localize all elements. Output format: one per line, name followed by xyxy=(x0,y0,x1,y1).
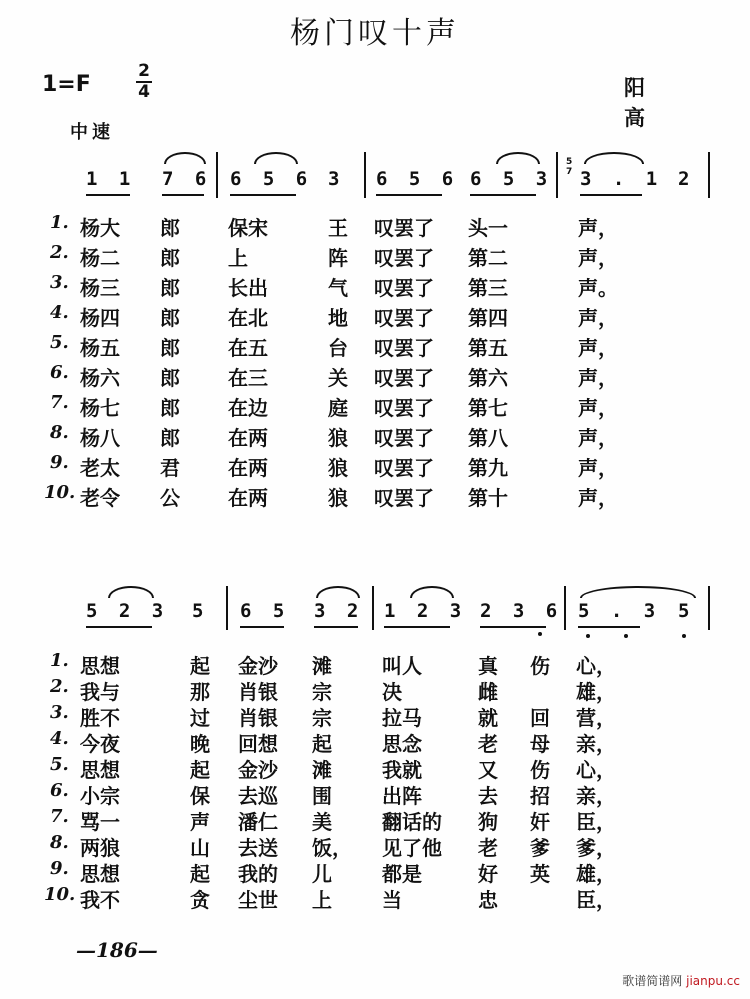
lyric-verse: 4. 杨四 郎 在北 地 叹罢了 第四 声， xyxy=(50,302,618,330)
note-group: 1 1 xyxy=(86,168,136,190)
lyric-verse: 1. 杨大 郎 保宋 王 叹罢了 头一 声， xyxy=(50,212,618,240)
underline xyxy=(480,626,546,628)
underline xyxy=(86,626,152,628)
barline xyxy=(708,586,710,630)
watermark-url: jianpu.cc xyxy=(686,974,740,988)
underline xyxy=(240,626,284,628)
barline xyxy=(216,152,218,198)
grace-note: 5 xyxy=(566,157,573,167)
composer: 阳 高 xyxy=(624,75,673,130)
tempo-marking: 中速 xyxy=(70,122,114,143)
lyric-verse: 3. 杨三 郎 长出 气 叹罢了 第三 声。 xyxy=(50,272,618,300)
watermark xyxy=(622,972,740,989)
lyric-verse: 2. 我与 那 肖银 宗 决 雌 雄， xyxy=(50,676,616,704)
slur xyxy=(164,152,206,164)
lyric-verse: 3. 胜不 过 肖银 宗 拉马 就 回 营， xyxy=(50,702,616,730)
lyric-verse: 7. 骂一 声 潘仁 美 翻话的 狗 奸 臣， xyxy=(50,806,616,834)
underline xyxy=(578,626,640,628)
note-group: 7 6 xyxy=(162,168,212,190)
low-octave-dot xyxy=(682,634,686,638)
lyric-verse: 8. 杨八 郎 在两 狼 叹罢了 第八 声， xyxy=(50,422,618,450)
lyric-verse: 4. 今夜 晚 回想 起 思念 老 母 亲， xyxy=(50,728,616,756)
lyric-verse: 9. 老太 君 在两 狼 叹罢了 第九 声， xyxy=(50,452,618,480)
lyric-verse: 5. 思想 起 金沙 滩 我就 又 伤 心， xyxy=(50,754,616,782)
lyric-verse: 10. 老令 公 在两 狼 叹罢了 第十 声， xyxy=(44,482,618,510)
slur xyxy=(584,152,644,164)
underline xyxy=(314,626,358,628)
underline xyxy=(470,194,536,196)
barline xyxy=(226,586,228,630)
low-octave-dot xyxy=(538,632,542,636)
slur xyxy=(410,586,454,598)
key-signature: 1=F xyxy=(42,72,91,97)
note-group: 5 2 3 xyxy=(86,600,169,622)
note-group: 3 . 1 xyxy=(580,168,663,190)
lyric-verse: 7. 杨七 郎 在边 庭 叹罢了 第七 声， xyxy=(50,392,618,420)
lyric-verse: 8. 两狼 山 去送 饭， 见了他 老 爹 爹， xyxy=(50,832,616,860)
note-group: 6 5 6 xyxy=(230,168,313,190)
meter-top: 2 xyxy=(138,61,150,81)
meter-bottom: 4 xyxy=(138,82,150,102)
underline xyxy=(376,194,442,196)
barline xyxy=(372,586,374,630)
note-group: 3 2 xyxy=(314,600,364,622)
lyric-verse: 6. 杨六 郎 在三 关 叹罢了 第六 声， xyxy=(50,362,618,390)
underline xyxy=(230,194,296,196)
lyric-verse: 2. 杨二 郎 上 阵 叹罢了 第二 声， xyxy=(50,242,618,270)
note-group: 2 xyxy=(678,168,695,190)
barline xyxy=(708,152,710,198)
note-group: 5 . 3 xyxy=(578,600,661,622)
note-group: 2 3 6 xyxy=(480,600,563,622)
low-octave-dot xyxy=(586,634,590,638)
slur xyxy=(254,152,298,164)
lyric-verse: 10. 我不 贪 尘世 上 当 忠 臣， xyxy=(44,884,616,912)
lyric-verse: 1. 思想 起 金沙 滩 叫人 真 伤 心， xyxy=(50,650,616,678)
underline xyxy=(162,194,204,196)
slur xyxy=(316,586,360,598)
underline xyxy=(384,626,450,628)
slur xyxy=(496,152,540,164)
underline xyxy=(86,194,130,196)
barline xyxy=(364,152,366,198)
lyric-verse: 9. 思想 起 我的 儿 都是 好 英 雄， xyxy=(50,858,616,886)
grace-note: 7 xyxy=(566,167,573,177)
barline xyxy=(564,586,566,630)
slur xyxy=(108,586,154,598)
barline xyxy=(556,152,558,198)
note-group: 3 xyxy=(328,168,345,190)
note-group: 5 xyxy=(192,600,209,622)
note-group: 6 5 xyxy=(240,600,290,622)
lyric-verse: 6. 小宗 保 去巡 围 出阵 去 招 亲， xyxy=(50,780,616,808)
note-group: 6 5 6 xyxy=(376,168,459,190)
time-signature xyxy=(136,62,152,102)
note-group: 1 2 3 xyxy=(384,600,467,622)
note-group: 5 xyxy=(678,600,695,622)
low-octave-dot xyxy=(624,634,628,638)
slur xyxy=(580,586,696,598)
note-group: 6 5 3 xyxy=(470,168,553,190)
song-title: 杨门叹十声 xyxy=(290,16,460,51)
watermark-site-name: 歌谱简谱网 xyxy=(622,974,683,988)
page-number: —186— xyxy=(76,938,158,962)
underline xyxy=(580,194,642,196)
lyric-verse: 5. 杨五 郎 在五 台 叹罢了 第五 声， xyxy=(50,332,618,360)
